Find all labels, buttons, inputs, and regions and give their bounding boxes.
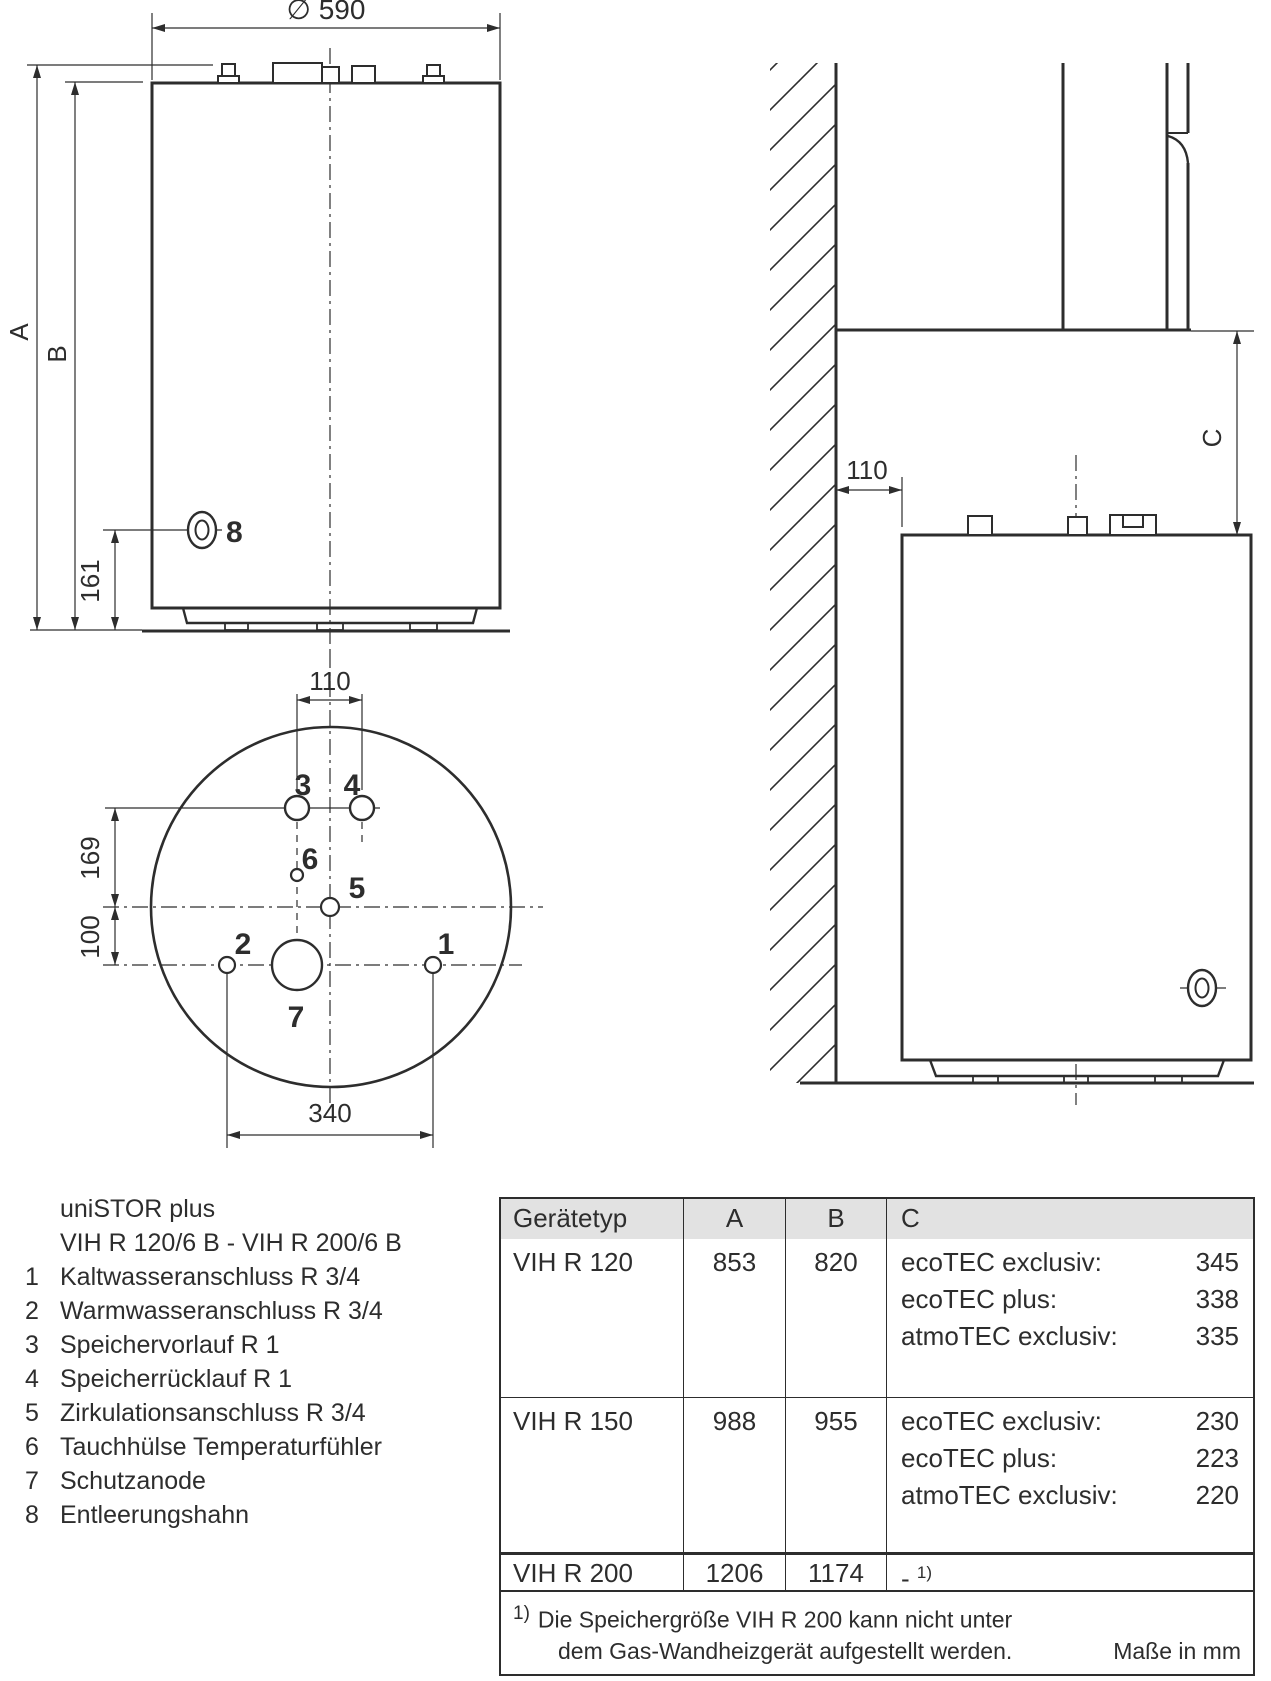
dim-169: 169 [75, 836, 105, 880]
legend-num: 5 [25, 1399, 39, 1427]
footnote-line2: dem Gas-Wandheizgerät aufgestellt werden. [558, 1637, 1013, 1664]
dim-c: C [1197, 428, 1227, 448]
legend-label: Schutzanode [60, 1467, 206, 1495]
cell-a: 988 [684, 1398, 786, 1552]
boiler-outline [836, 63, 1191, 330]
c-value: 338 [1195, 1284, 1239, 1314]
legend-num: 1 [25, 1263, 39, 1291]
cell-b: 820 [786, 1239, 887, 1397]
legend-label: Entleerungshahn [60, 1501, 250, 1529]
units-note: Maße in mm [1113, 1637, 1241, 1664]
dim-340: 340 [308, 1098, 352, 1128]
top-view [103, 652, 543, 1148]
side-view [770, 63, 1254, 1105]
legend-item-8 [25, 1498, 495, 1532]
legend-num: 3 [25, 1331, 39, 1359]
c-name: ecoTEC plus: [901, 1284, 1058, 1314]
legend-num: 6 [25, 1433, 39, 1461]
legend-item-2 [25, 1294, 495, 1328]
legend-num: 8 [25, 1501, 39, 1529]
cell-type: VIH R 120 [501, 1239, 684, 1397]
label-1: 1 [437, 928, 455, 961]
legend-item-5 [25, 1396, 495, 1430]
legend-item-7 [25, 1464, 495, 1498]
label-3: 3 [294, 769, 312, 802]
cell-c [887, 1239, 1253, 1397]
table-header-row [501, 1199, 1253, 1239]
legend-item-3 [25, 1328, 495, 1362]
c-value: 335 [1195, 1321, 1239, 1351]
label-7: 7 [287, 1001, 305, 1034]
c-value: 345 [1195, 1247, 1239, 1277]
cell-type: VIH R 150 [501, 1398, 684, 1552]
wall-hatching [770, 63, 836, 1083]
dim-100: 100 [75, 915, 105, 959]
header-c: C [901, 1203, 920, 1233]
c-name: ecoTEC plus: [901, 1443, 1058, 1473]
cell-b: 955 [786, 1398, 887, 1552]
legend-item-4 [25, 1362, 495, 1396]
footnote-line1: Die Speichergröße VIH R 200 kann nicht unter [537, 1606, 1013, 1633]
legend-label: Speichervorlauf R 1 [60, 1331, 280, 1359]
label-5: 5 [348, 872, 366, 905]
dim-top-110: 110 [309, 666, 351, 696]
c-name: atmoTEC exclusiv: [901, 1321, 1118, 1351]
dim-side-110: 110 [846, 455, 888, 485]
legend-title-product: uniSTOR plus [60, 1195, 216, 1223]
legend-label: Zirkulationsanschluss R 3/4 [60, 1399, 366, 1427]
dim-a: A [4, 323, 34, 341]
legend-num: 2 [25, 1297, 39, 1325]
legend-label: Kaltwasseranschluss R 3/4 [60, 1263, 361, 1291]
label-8: 8 [226, 516, 243, 549]
cell-a: 853 [684, 1239, 786, 1397]
drain-valve-front [188, 512, 216, 548]
table-footnote [501, 1590, 1253, 1674]
label-6: 6 [301, 843, 319, 876]
table-row-vih-r-150 [501, 1397, 1253, 1552]
legend-num: 4 [25, 1365, 39, 1393]
dim-diameter: ∅ 590 [286, 0, 366, 25]
legend-item-1 [25, 1260, 495, 1294]
front-view [27, 13, 510, 655]
legend-title-models: VIH R 120/6 B - VIH R 200/6 B [60, 1229, 402, 1257]
label-2: 2 [234, 928, 252, 961]
c-name: ecoTEC exclusiv: [901, 1247, 1102, 1277]
header-a: A [684, 1199, 786, 1239]
dimensions-table [499, 1197, 1255, 1676]
dim-161: 161 [75, 559, 105, 603]
c-name: atmoTEC exclusiv: [901, 1480, 1118, 1510]
connection-5 [321, 898, 339, 916]
c-value: 223 [1195, 1443, 1239, 1473]
header-b: B [786, 1199, 887, 1239]
connection-2 [219, 957, 235, 973]
footnote-ref: 1) [916, 1563, 933, 1582]
front-top-fittings [218, 63, 444, 83]
cell-type: VIH R 200 [501, 1555, 684, 1590]
table-row-vih-r-200 [501, 1552, 1253, 1594]
table-row-vih-r-120 [501, 1239, 1253, 1397]
legend-num: 7 [25, 1467, 39, 1495]
legend-label: Tauchhülse Temperaturfühler [60, 1433, 382, 1461]
footnote-marker: 1) [513, 1603, 530, 1624]
cell-a: 1206 [684, 1555, 786, 1590]
cell-b: 1174 [786, 1555, 887, 1590]
dim-b: B [42, 345, 72, 363]
label-4: 4 [343, 769, 361, 802]
legend-label: Speicherrücklauf R 1 [60, 1365, 293, 1393]
header-geraetetyp: Gerätetyp [501, 1199, 684, 1239]
side-top-fittings [968, 515, 1156, 535]
c-name: ecoTEC exclusiv: [901, 1406, 1102, 1436]
side-pedestal [930, 1060, 1224, 1076]
connection-7 [272, 940, 322, 990]
legend-label: Warmwasseranschluss R 3/4 [60, 1297, 383, 1325]
cell-c [887, 1398, 1253, 1552]
legend-item-6 [25, 1430, 495, 1464]
legend [25, 1192, 495, 1532]
c-value: 220 [1195, 1480, 1239, 1510]
cell-c: - $^{1)}$ [901, 1563, 933, 1594]
c-value: 230 [1195, 1406, 1239, 1436]
